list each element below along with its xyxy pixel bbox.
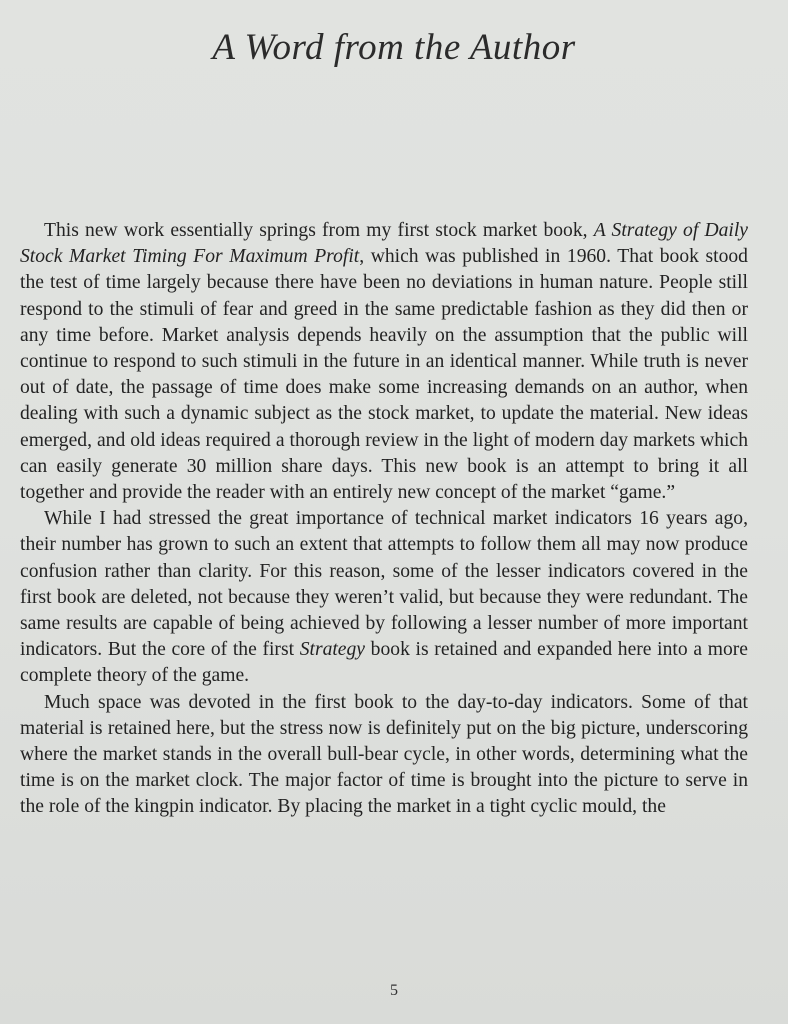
body-text [20,218,748,821]
book-title-italic: A Strategy of Daily Stock Market Timing For Maximum Profit [20,220,748,268]
paragraph-2-text-cont: book is retained and expanded here into a more complete theory of the game. [20,639,748,687]
paragraph-3-text: Much space was devoted in the first book to the day-to-day indicators. Some of that material is retained here, but the stress now is definitely put on the big picture, underscoring where the market stands in the overall bull-bear cycle, in other words, determining what the time is on the market clock. The major factor of time is brought into the picture to serve in the role of the kingpin indicator. By placing the market in a tight cyclic mould, the [20,691,748,818]
paragraph-2-text: While I had stressed the great importance of technical market indicators 16 years ago, their number has grown to such an extent that attempts to follow them all may now produce confusion rather than clarity. For this reason, some of the lesser indicators covered in the first book are deleted, not because they weren’t valid, but because they were redundant. The same results are capable of being achieved by following a lesser number of more important indicators. But the core of the first [20,508,748,661]
strategy-italic: Strategy [299,639,365,661]
paragraph-1-text: This new work essentially springs from my first stock market book, [44,220,594,241]
page-number: 5 [390,982,398,999]
page-title: A Word from the Author [212,27,576,68]
paragraph-1-text-cont: , which was published in 1960. That book stood the test of time largely because there have been no deviations in human nature. People still respond to the stimuli of fear and greed in the same predictable fashion as they did then or any time before. Market analysis depends heavily on the assumption that the public will continue to respond to such stimuli in the future in an identical manner. While truth is never out of date, the passage of time does make some increasing demands on an author, when dealing with such a dynamic subject as the stock market, to update the material. New ideas emerged, and old ideas required a thorough review in the light of modern day markets which can easily generate 30 million share days. This new book is an attempt to bring it all together and provide the reader with an entirely new concept of the market “game.” [20,246,748,504]
paragraph-1 [20,218,748,506]
paragraph-2 [20,506,748,689]
paragraph-3 [20,690,748,821]
